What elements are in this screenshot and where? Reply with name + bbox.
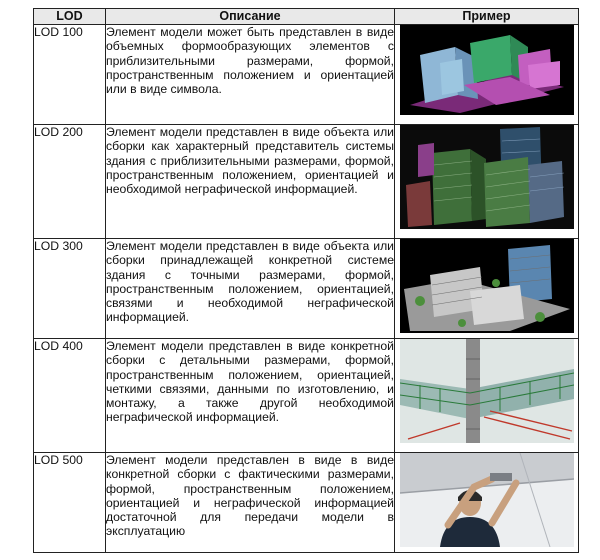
lod-description-cell: Элемент модели представлен в виде объекта или сборки принадлежащей конкретной системе здания с точными размерами, формой, пространственным положением, ориентацией, связями и необходимой неграфической информацией. [106, 239, 395, 339]
table-row [34, 25, 579, 125]
lod-description-cell: Элемент модели представлен в виде объекта или сборки как характерный представитель системы здания с приблизительными размерами, формой, пространственным положением, ориентацией и необходимой неграфической информацией. [106, 125, 395, 239]
detailed-building-model-image [400, 239, 574, 333]
lod-description-cell: Элемент модели может быть представлен в виде объемных формообразующих элементов с приблизительными размерами, формой, пространственным положением и ориентацией или в виде символа. [106, 25, 395, 125]
lod-level-cell: LOD 200 [34, 125, 106, 239]
lod-example-cell [395, 125, 579, 239]
lod-example-cell [395, 25, 579, 125]
lod-example-cell [395, 453, 579, 553]
lod-example-cell [395, 239, 579, 339]
lod-level-cell: LOD 400 [34, 339, 106, 453]
generic-building-model-image [400, 125, 574, 229]
lod-example-cell [395, 339, 579, 453]
worker-installing-ceiling-photo [400, 453, 574, 547]
header-level: LOD [34, 9, 106, 25]
massing-model-image [400, 25, 574, 115]
lod-description-cell: Элемент модели представлен в виде конкретной сборки с детальными размерами, формой, пространственным положением, ориентацией, четкими связями, данными по изготовлению, и монтажу, а также другой необходимой неграфической информацией. [106, 339, 395, 453]
header-description: Описание [106, 9, 395, 25]
lod-level-cell: LOD 500 [34, 453, 106, 553]
table-row [34, 453, 579, 553]
lod-description-cell: Элемент модели представлен в виде в виде конкретной сборки с фактическими размерами, формой, пространственным положением, ориентацией и неграфической информацией достаточной для передачи модели в эксплуатацию [106, 453, 395, 553]
header-row [34, 9, 579, 25]
table-row [34, 339, 579, 453]
steel-frame-model-image [400, 339, 574, 443]
header-example: Пример [395, 9, 579, 25]
table-row [34, 125, 579, 239]
table-row [34, 239, 579, 339]
lod-table [33, 8, 579, 553]
lod-level-cell: LOD 300 [34, 239, 106, 339]
lod-level-cell: LOD 100 [34, 25, 106, 125]
